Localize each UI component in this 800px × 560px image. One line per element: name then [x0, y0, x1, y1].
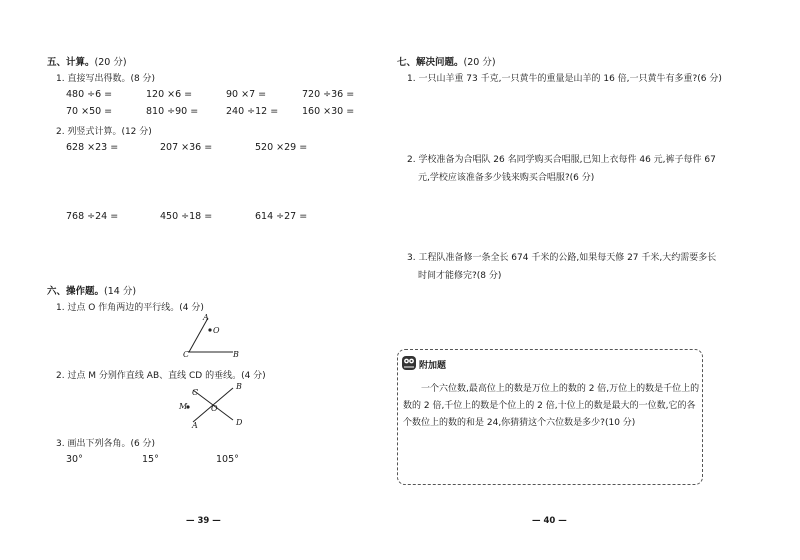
label-a: A [203, 313, 209, 322]
label-d: D [236, 418, 243, 427]
bonus-title: 附加题 [419, 361, 447, 371]
calc-item: 90 ×7 = [226, 89, 267, 100]
question-5-2: 2. 列竖式计算。(12 分) [56, 127, 152, 137]
section-7-heading [397, 54, 496, 68]
question-7-2-line2: 元,学校应该准备多少钱来购买合唱服?(6 分) [418, 173, 595, 183]
calc-item: 768 ÷24 = [66, 211, 119, 222]
calc-item: 628 ×23 = [66, 142, 119, 153]
section-7-points: (20 分) [463, 57, 496, 68]
angle-item: 30° [66, 454, 83, 465]
label-o: O [211, 404, 218, 413]
section-6-title: 六、操作题。 [47, 286, 105, 297]
calc-item: 450 ÷18 = [160, 211, 213, 222]
label-m: M [179, 402, 188, 411]
angle-item: 105° [216, 454, 239, 465]
label-b: B [233, 350, 239, 359]
section-5-points: (20 分) [94, 57, 127, 68]
point-o-dot [208, 328, 211, 331]
question-6-3: 3. 画出下列各角。(6 分) [56, 439, 156, 449]
calc-item: 810 ÷90 = [146, 106, 199, 117]
page-number-right: — 40 — [532, 516, 567, 526]
calc-item: 70 ×50 = [66, 106, 113, 117]
question-6-2: 2. 过点 M 分别作直线 AB、直线 CD 的垂线。(4 分) [56, 371, 266, 381]
calc-item: 207 ×36 = [160, 142, 213, 153]
calc-item: 520 ×29 = [255, 142, 308, 153]
section-7-title: 七、解决问题。 [397, 57, 464, 68]
question-7-3-line1: 3. 工程队准备修一条全长 674 千米的公路,如果每天修 27 千米,大约需要多长 [407, 253, 717, 263]
owl-icon [401, 354, 417, 372]
calc-item: 480 ÷6 = [66, 89, 113, 100]
calc-item: 120 ×6 = [146, 89, 193, 100]
calc-item: 720 ÷36 = [302, 89, 355, 100]
calc-item: 160 ×30 = [302, 106, 355, 117]
section-6-points: (14 分) [104, 286, 137, 297]
calc-item: 614 ÷27 = [255, 211, 308, 222]
section-5-title: 五、计算。 [47, 57, 95, 68]
calc-item: 240 ÷12 = [226, 106, 279, 117]
label-o: O [213, 326, 220, 335]
bonus-question: 一个六位数,最高位上的数是万位上的数的 2 倍,万位上的数是千位上的数的 2 倍,千位上的数是个位上的 2 倍,十位上的数是最大的一位数,它的各个数位上的数的和是 24,你猜猜这个六位数是多少?(10 分) [403, 384, 700, 428]
section-6-heading [47, 283, 136, 297]
question-5-1: 1. 直接写出得数。(8 分) [56, 74, 156, 84]
label-b: B [236, 382, 242, 391]
question-7-1: 1. 一只山羊重 73 千克,一只黄牛的重量是山羊的 16 倍,一只黄牛有多重?(6 分) [407, 74, 722, 84]
label-a: A [192, 421, 198, 430]
question-7-3-line2: 时间才能修完?(8 分) [418, 271, 502, 281]
label-c: C [192, 388, 199, 397]
bonus-text [403, 381, 703, 432]
angle-item: 15° [142, 454, 159, 465]
label-c: C [183, 350, 190, 359]
section-5-heading [47, 54, 127, 68]
question-6-1: 1. 过点 O 作角两边的平行线。(4 分) [56, 303, 204, 313]
question-7-2-line1: 2. 学校准备为合唱队 26 名同学购买合唱服,已知上衣每件 46 元,裤子每件 67 [407, 155, 716, 165]
page-number-left: — 39 — [186, 516, 221, 526]
